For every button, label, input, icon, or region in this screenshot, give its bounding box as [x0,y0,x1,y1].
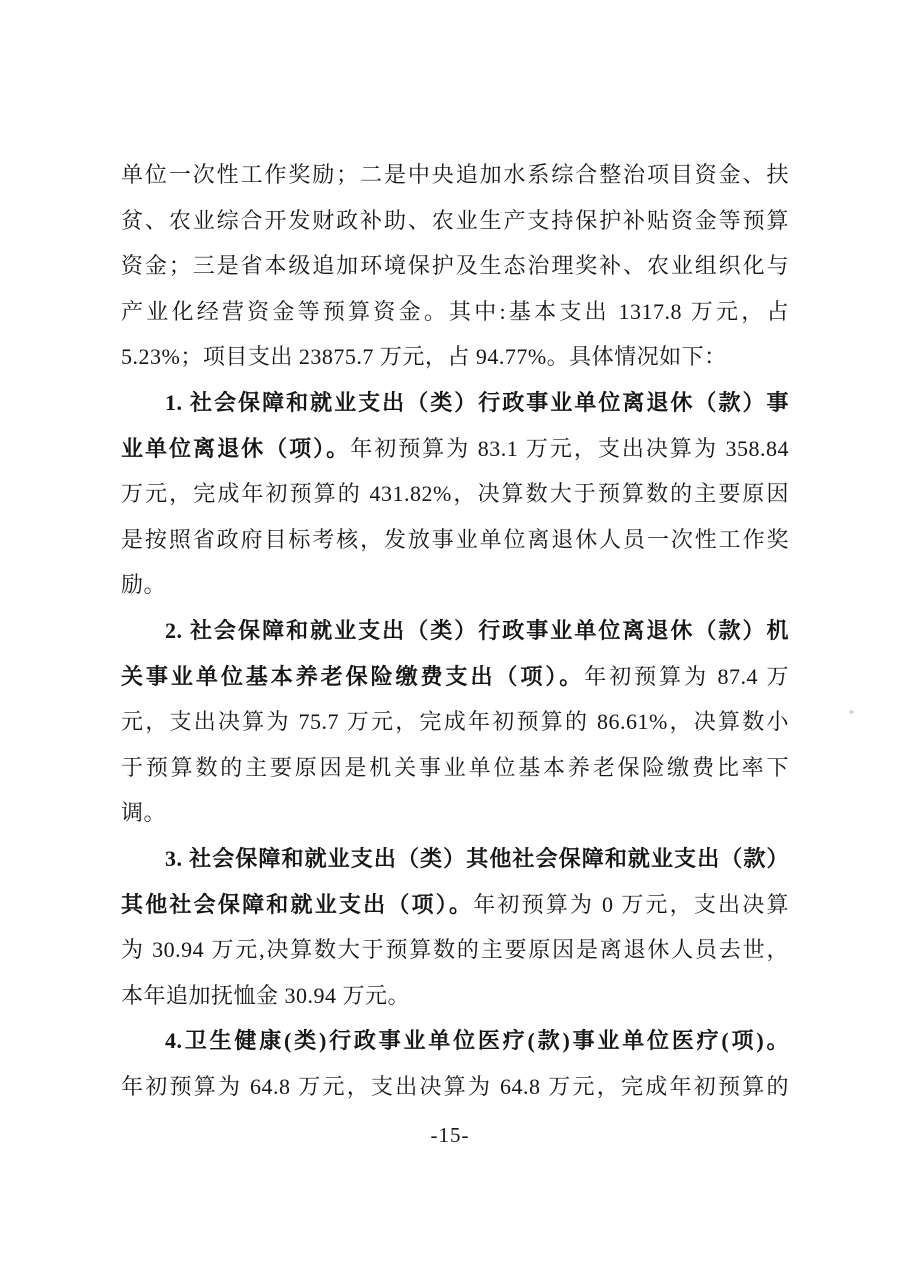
text-line [121,699,789,745]
text-line [121,562,789,608]
text-segment: 贫、农业综合开发财政补助、农业生产支持保护补贴资金等预算 [121,207,789,233]
text-line [121,745,789,791]
text-segment: 本年追加抚恤金 30.94 万元。 [121,982,411,1008]
bold-text-segment: 业单位离退休（项）。 [121,435,351,461]
text-line [121,1018,789,1064]
bold-text-segment: 2. 社会保障和就业支出（类）行政事业单位离退休（款）机 [165,617,789,643]
document-body [121,152,789,1109]
text-segment: 调。 [121,800,167,826]
text-segment: 年初预算为 83.1 万元，支出决算为 358.84 [350,435,789,461]
page-number: -15- [430,1123,470,1147]
text-line [121,608,789,654]
text-line [121,289,789,335]
bold-text-segment: 1. 社会保障和就业支出（类）行政事业单位离退休（款）事 [165,389,789,415]
text-segment: 5.23%；项目支出 23875.7 万元，占 94.77%。具体情况如下： [121,344,727,370]
text-line [121,471,789,517]
text-line [121,517,789,563]
scan-artifact-dot [849,710,854,714]
text-segment: 资金；三是省本级追加环境保护及生态治理奖补、农业组织化与 [121,253,789,279]
bold-text-segment: 其他社会保障和就业支出（项）。 [121,891,474,917]
text-segment: 年初预算为 87.4 万 [584,663,789,689]
text-segment: 年初预算为 64.8 万元，支出决算为 64.8 万元，完成年初预算的 [121,1073,789,1099]
text-line [121,152,789,198]
text-segment: 励。 [121,572,167,598]
text-segment: 于预算数的主要原因是机关事业单位基本养老保险缴费比率下 [121,754,789,780]
text-line [121,790,789,836]
text-segment: 产业化经营资金等预算资金。其中:基本支出 1317.8 万元，占 [121,298,789,324]
text-line [121,426,789,472]
text-line [121,927,789,973]
text-line [121,973,789,1019]
text-segment: 元，支出决算为 75.7 万元，完成年初预算的 86.61%，决算数小 [121,709,789,735]
text-segment: 万元，完成年初预算的 431.82%，决算数大于预算数的主要原因 [121,481,789,507]
text-line [121,654,789,700]
text-line [121,836,789,882]
bold-text-segment: 4.卫生健康(类)行政事业单位医疗(款)事业单位医疗(项)。 [165,1028,789,1054]
text-line [121,882,789,928]
text-segment: 为 30.94 万元,决算数大于预算数的主要原因是离退休人员去世， [121,937,789,963]
text-segment: 年初预算为 0 万元，支出决算 [473,891,789,917]
text-line [121,334,789,380]
text-line [121,380,789,426]
text-segment: 单位一次性工作奖励；二是中央追加水系综合整治项目资金、扶 [121,162,789,187]
bold-text-segment: 3. 社会保障和就业支出（类）其他社会保障和就业支出（款） [165,845,789,871]
bold-text-segment: 关事业单位基本养老保险缴费支出（项）。 [121,663,585,689]
text-line [121,1064,789,1110]
text-line [121,198,789,244]
text-line [121,243,789,289]
text-segment: 是按照省政府目标考核，发放事业单位离退休人员一次性工作奖 [121,526,789,552]
